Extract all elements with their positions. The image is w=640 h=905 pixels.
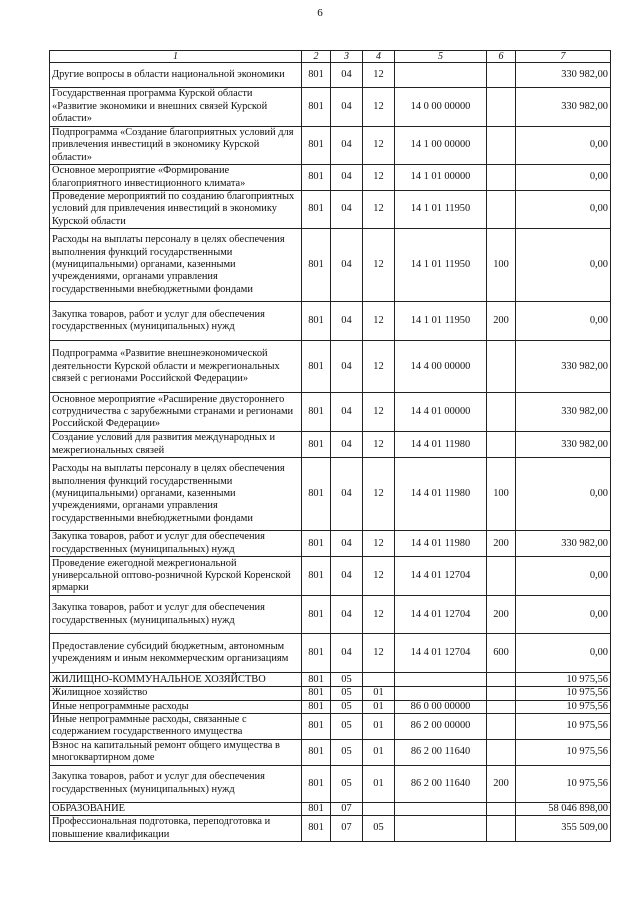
row-pr: 12 — [363, 302, 395, 341]
row-name: Расходы на выплаты персоналу в целях обеспечения выполнения функций государственными (муниципальными) органами, казенными учреждениями, органами управления государственными внебюджетными фондами — [50, 458, 302, 531]
row-csr — [395, 816, 487, 842]
row-name: Подпрограмма «Создание благоприятных условий для привлечения инвестиций в экономику Курской области» — [50, 127, 302, 165]
row-pr: 12 — [363, 596, 395, 634]
table-row — [50, 393, 611, 432]
row-gr: 801 — [302, 63, 331, 88]
row-vr — [487, 341, 516, 393]
row-pr: 01 — [363, 714, 395, 740]
row-csr: 14 4 01 12704 — [395, 596, 487, 634]
row-rz: 04 — [331, 393, 363, 432]
row-vr: 200 — [487, 302, 516, 341]
row-csr: 86 2 00 11640 — [395, 765, 487, 802]
row-rz: 05 — [331, 673, 363, 687]
row-rz: 04 — [331, 302, 363, 341]
row-pr: 01 — [363, 765, 395, 802]
row-name: Проведение мероприятий по созданию благоприятных условий для привлечения инвестиций в экономику Курской области — [50, 191, 302, 229]
row-rz: 04 — [331, 127, 363, 165]
row-sum: 10 975,56 — [516, 714, 611, 740]
row-rz: 05 — [331, 739, 363, 765]
row-gr: 801 — [302, 687, 331, 700]
row-gr: 801 — [302, 673, 331, 687]
row-gr: 801 — [302, 165, 331, 191]
row-pr: 12 — [363, 229, 395, 302]
row-csr: 14 4 01 11980 — [395, 531, 487, 557]
row-rz: 04 — [331, 634, 363, 673]
row-pr: 12 — [363, 531, 395, 557]
table-row — [50, 739, 611, 765]
row-vr — [487, 165, 516, 191]
table-row — [50, 229, 611, 302]
row-name: Основное мероприятие «Расширение двустороннего сотрудничества с зарубежными странами и регионами Российской Федерации» — [50, 393, 302, 432]
row-gr: 801 — [302, 700, 331, 713]
row-rz: 04 — [331, 596, 363, 634]
row-vr — [487, 88, 516, 127]
row-sum: 10 975,56 — [516, 700, 611, 713]
row-name: Расходы на выплаты персоналу в целях обеспечения выполнения функций государственными (муниципальными) органами, казенными учреждениями, органами управления государственными внебюджетными фондами — [50, 229, 302, 302]
row-csr: 14 4 00 00000 — [395, 341, 487, 393]
row-rz: 04 — [331, 63, 363, 88]
table-row — [50, 63, 611, 88]
row-pr: 12 — [363, 63, 395, 88]
table-row — [50, 802, 611, 815]
row-csr: 14 4 01 00000 — [395, 393, 487, 432]
table-row — [50, 557, 611, 596]
row-pr: 01 — [363, 739, 395, 765]
table-row — [50, 687, 611, 700]
row-rz: 05 — [331, 714, 363, 740]
row-sum: 58 046 898,00 — [516, 802, 611, 815]
row-csr: 14 4 01 11980 — [395, 458, 487, 531]
row-sum: 330 982,00 — [516, 432, 611, 458]
row-pr: 12 — [363, 432, 395, 458]
row-csr — [395, 673, 487, 687]
col-header-pr: 4 — [363, 51, 395, 63]
row-vr — [487, 687, 516, 700]
row-rz: 04 — [331, 341, 363, 393]
row-vr — [487, 739, 516, 765]
row-gr: 801 — [302, 458, 331, 531]
row-sum: 0,00 — [516, 634, 611, 673]
row-name: Основное мероприятие «Формирование благоприятного инвестиционного климата» — [50, 165, 302, 191]
row-sum: 330 982,00 — [516, 531, 611, 557]
row-rz: 04 — [331, 88, 363, 127]
row-gr: 801 — [302, 765, 331, 802]
row-gr: 801 — [302, 302, 331, 341]
col-header-vr: 6 — [487, 51, 516, 63]
row-sum: 355 509,00 — [516, 816, 611, 842]
row-gr: 801 — [302, 802, 331, 815]
table-row — [50, 458, 611, 531]
col-header-rz: 3 — [331, 51, 363, 63]
row-sum: 330 982,00 — [516, 63, 611, 88]
table-row — [50, 700, 611, 713]
table-row — [50, 432, 611, 458]
col-header-gr: 2 — [302, 51, 331, 63]
row-name: Проведение ежегодной межрегиональной универсальной оптово-розничной Курской Коренской ярмарки — [50, 557, 302, 596]
row-sum: 0,00 — [516, 127, 611, 165]
row-vr: 600 — [487, 634, 516, 673]
table-row — [50, 714, 611, 740]
col-header-sum: 7 — [516, 51, 611, 63]
row-pr: 12 — [363, 557, 395, 596]
row-rz: 07 — [331, 802, 363, 815]
row-gr: 801 — [302, 531, 331, 557]
row-rz: 04 — [331, 191, 363, 229]
row-csr: 14 1 01 11950 — [395, 229, 487, 302]
table-row — [50, 531, 611, 557]
row-name: Иные непрограммные расходы — [50, 700, 302, 713]
row-gr: 801 — [302, 393, 331, 432]
row-rz: 05 — [331, 687, 363, 700]
row-sum: 10 975,56 — [516, 739, 611, 765]
row-csr: 14 1 00 00000 — [395, 127, 487, 165]
row-sum: 330 982,00 — [516, 88, 611, 127]
row-vr — [487, 714, 516, 740]
table-row — [50, 165, 611, 191]
row-vr — [487, 393, 516, 432]
row-vr — [487, 191, 516, 229]
row-vr: 200 — [487, 531, 516, 557]
row-csr: 86 2 00 00000 — [395, 714, 487, 740]
row-pr: 12 — [363, 88, 395, 127]
row-gr: 801 — [302, 714, 331, 740]
row-sum: 10 975,56 — [516, 673, 611, 687]
row-csr: 14 0 00 00000 — [395, 88, 487, 127]
row-vr — [487, 673, 516, 687]
row-gr: 801 — [302, 816, 331, 842]
row-csr — [395, 687, 487, 700]
row-pr: 12 — [363, 393, 395, 432]
row-csr: 14 4 01 11980 — [395, 432, 487, 458]
row-pr: 12 — [363, 634, 395, 673]
row-csr — [395, 802, 487, 815]
row-csr — [395, 63, 487, 88]
row-pr: 12 — [363, 341, 395, 393]
row-name: Другие вопросы в области национальной экономики — [50, 63, 302, 88]
row-rz: 04 — [331, 531, 363, 557]
row-pr: 12 — [363, 458, 395, 531]
row-name: ЖИЛИЩНО-КОММУНАЛЬНОЕ ХОЗЯЙСТВО — [50, 673, 302, 687]
row-name: Взнос на капитальный ремонт общего имущества в многоквартирном доме — [50, 739, 302, 765]
row-csr: 14 1 01 00000 — [395, 165, 487, 191]
row-sum: 0,00 — [516, 165, 611, 191]
row-name: Иные непрограммные расходы, связанные с содержанием государственного имущества — [50, 714, 302, 740]
row-sum: 10 975,56 — [516, 765, 611, 802]
table-row — [50, 191, 611, 229]
row-gr: 801 — [302, 596, 331, 634]
row-name: Жилищное хозяйство — [50, 687, 302, 700]
header-row — [50, 51, 611, 63]
row-sum: 0,00 — [516, 229, 611, 302]
row-gr: 801 — [302, 191, 331, 229]
row-rz: 07 — [331, 816, 363, 842]
table-row — [50, 634, 611, 673]
col-header-name: 1 — [50, 51, 302, 63]
row-gr: 801 — [302, 88, 331, 127]
row-rz: 04 — [331, 229, 363, 302]
row-pr: 01 — [363, 687, 395, 700]
row-vr — [487, 63, 516, 88]
row-csr: 14 4 01 12704 — [395, 634, 487, 673]
row-pr — [363, 802, 395, 815]
row-csr: 86 0 00 00000 — [395, 700, 487, 713]
row-vr: 100 — [487, 229, 516, 302]
row-name: Закупка товаров, работ и услуг для обеспечения государственных (муниципальных) нужд — [50, 531, 302, 557]
row-gr: 801 — [302, 341, 331, 393]
row-vr — [487, 816, 516, 842]
row-sum: 0,00 — [516, 302, 611, 341]
row-rz: 05 — [331, 765, 363, 802]
row-csr: 86 2 00 11640 — [395, 739, 487, 765]
row-gr: 801 — [302, 432, 331, 458]
row-csr: 14 1 01 11950 — [395, 191, 487, 229]
row-vr: 200 — [487, 596, 516, 634]
col-header-csr: 5 — [395, 51, 487, 63]
row-gr: 801 — [302, 634, 331, 673]
table-row — [50, 88, 611, 127]
row-sum: 0,00 — [516, 596, 611, 634]
row-vr — [487, 802, 516, 815]
row-gr: 801 — [302, 229, 331, 302]
table-row — [50, 765, 611, 802]
row-rz: 04 — [331, 458, 363, 531]
row-gr: 801 — [302, 739, 331, 765]
row-pr: 01 — [363, 700, 395, 713]
row-name: Создание условий для развития международных и межрегиональных связей — [50, 432, 302, 458]
row-name: Подпрограмма «Развитие внешнеэкономической деятельности Курской области и межрегиональных связей с регионами Российской Федерации» — [50, 341, 302, 393]
row-name: ОБРАЗОВАНИЕ — [50, 802, 302, 815]
row-pr — [363, 673, 395, 687]
row-name: Закупка товаров, работ и услуг для обеспечения государственных (муниципальных) нужд — [50, 765, 302, 802]
row-sum: 10 975,56 — [516, 687, 611, 700]
table-row — [50, 302, 611, 341]
table-row — [50, 816, 611, 842]
row-vr: 100 — [487, 458, 516, 531]
row-sum: 330 982,00 — [516, 393, 611, 432]
row-name: Закупка товаров, работ и услуг для обеспечения государственных (муниципальных) нужд — [50, 302, 302, 341]
row-pr: 12 — [363, 127, 395, 165]
row-rz: 05 — [331, 700, 363, 713]
row-sum: 0,00 — [516, 191, 611, 229]
row-pr: 12 — [363, 191, 395, 229]
page-number: 6 — [317, 7, 323, 19]
row-vr — [487, 127, 516, 165]
row-gr: 801 — [302, 557, 331, 596]
row-name: Закупка товаров, работ и услуг для обеспечения государственных (муниципальных) нужд — [50, 596, 302, 634]
row-rz: 04 — [331, 165, 363, 191]
row-name: Профессиональная подготовка, переподготовка и повышение квалификации — [50, 816, 302, 842]
table-row — [50, 127, 611, 165]
row-csr: 14 1 01 11950 — [395, 302, 487, 341]
row-rz: 04 — [331, 557, 363, 596]
row-sum: 330 982,00 — [516, 341, 611, 393]
row-pr: 12 — [363, 165, 395, 191]
table-row — [50, 341, 611, 393]
row-vr — [487, 700, 516, 713]
table-row — [50, 596, 611, 634]
row-name: Государственная программа Курской области «Развитие экономики и внешних связей Курской области» — [50, 88, 302, 127]
row-name: Предоставление субсидий бюджетным, автономным учреждениям и иным некоммерческим организациям — [50, 634, 302, 673]
row-sum: 0,00 — [516, 557, 611, 596]
row-pr: 05 — [363, 816, 395, 842]
table-row — [50, 673, 611, 687]
row-vr — [487, 557, 516, 596]
row-sum: 0,00 — [516, 458, 611, 531]
row-gr: 801 — [302, 127, 331, 165]
budget-table — [49, 50, 611, 842]
row-vr — [487, 432, 516, 458]
row-csr: 14 4 01 12704 — [395, 557, 487, 596]
row-rz: 04 — [331, 432, 363, 458]
row-vr: 200 — [487, 765, 516, 802]
